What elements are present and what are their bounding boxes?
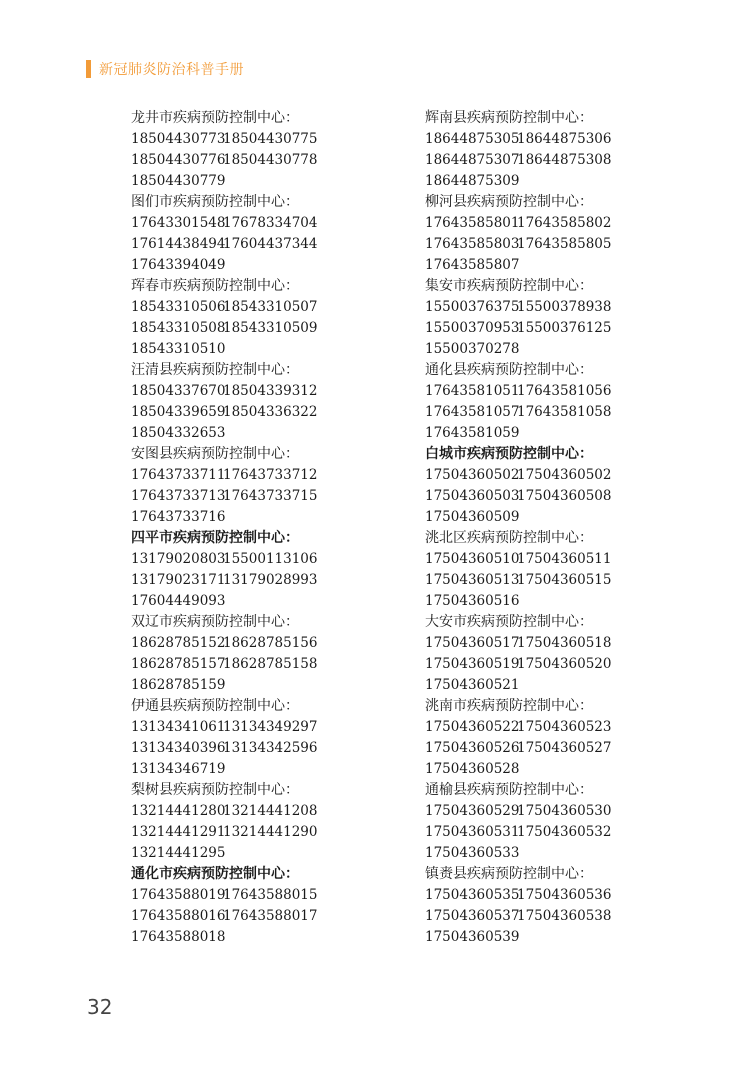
entry-title: 辉南县疾病预防控制中心： [425,110,593,126]
phone-row [131,402,318,423]
phone-number: 17614438494 [131,236,226,252]
cdc-entry [425,528,612,612]
phone-number: 17643733715 [223,488,318,504]
phone-number: 15500376125 [517,320,612,336]
phone-number: 17643588018 [131,929,226,945]
phone-number: 17643581051 [425,383,520,399]
phone-row [131,234,318,255]
phone-number: 17504360538 [517,908,612,924]
phone-number: 17678334704 [223,215,318,231]
cdc-entry [131,360,318,444]
page-number: 32 [87,995,113,1019]
phone-row [131,507,315,528]
phone-row [425,129,612,150]
phone-row [425,675,609,696]
phone-row [131,717,318,738]
phone-row [131,339,315,360]
phone-row [425,150,612,171]
phone-row [425,486,612,507]
cdc-entry [425,612,612,696]
phone-number: 17643581056 [517,383,612,399]
phone-row [131,570,318,591]
cdc-entry [425,360,612,444]
phone-number: 17643588019 [131,887,226,903]
phone-row [425,255,609,276]
phone-number: 18504430778 [223,152,318,168]
phone-number: 13134341061 [131,719,226,735]
left-column [131,108,318,948]
entry-title: 安图县疾病预防控制中心： [131,446,299,462]
phone-row [425,507,609,528]
phone-number: 18543310508 [131,320,226,336]
phone-row [131,906,318,927]
phone-number: 17643733712 [223,467,318,483]
phone-row [131,738,318,759]
phone-number: 18504339312 [223,383,318,399]
phone-row [425,654,612,675]
phone-number: 18644875306 [517,131,612,147]
phone-number: 17643733716 [131,509,226,525]
phone-number: 17504360502 [425,467,520,483]
entry-title: 大安市疾病预防控制中心： [425,614,593,630]
phone-row [425,633,612,654]
entry-title: 双辽市疾病预防控制中心： [131,614,299,630]
phone-number: 17643585803 [425,236,520,252]
header-accent-bar [86,60,91,78]
phone-number: 13134349297 [223,719,318,735]
phone-number: 17604449093 [131,593,226,609]
phone-number: 18644875305 [425,131,520,147]
phone-number: 17504360516 [425,593,520,609]
phone-number: 17504360509 [425,509,520,525]
phone-number: 18504430776 [131,152,226,168]
phone-row [131,801,318,822]
phone-number: 17504360533 [425,845,520,861]
phone-number: 17504360518 [517,635,612,651]
phone-number: 15500376375 [425,299,520,315]
phone-number: 17504360531 [425,824,520,840]
phone-number: 17643585801 [425,215,520,231]
phone-number: 13134346719 [131,761,226,777]
phone-row [131,759,315,780]
phone-number: 17643585805 [517,236,612,252]
phone-row [425,591,609,612]
phone-number: 17504360513 [425,572,520,588]
phone-row [425,423,609,444]
entry-title: 镇赉县疾病预防控制中心： [425,866,593,882]
phone-row [131,423,315,444]
phone-number: 13214441208 [223,803,318,819]
phone-row [425,213,612,234]
entry-title: 通榆县疾病预防控制中心： [425,782,593,798]
phone-number: 13134340396 [131,740,226,756]
entry-title: 洮南市疾病预防控制中心： [425,698,593,714]
phone-row [131,927,315,948]
cdc-entry [131,108,318,192]
phone-row [425,822,612,843]
phone-number: 18644875307 [425,152,520,168]
phone-number: 18628785152 [131,635,226,651]
phone-number: 17504360529 [425,803,520,819]
phone-row [425,381,612,402]
phone-number: 15500113106 [223,551,318,567]
phone-number: 18504336322 [223,404,318,420]
phone-number: 18628785158 [223,656,318,672]
phone-number: 17504360515 [517,572,612,588]
phone-number: 18644875309 [425,173,520,189]
phone-row [131,591,315,612]
entry-title: 珲春市疾病预防控制中心： [131,278,299,294]
phone-number: 17504360532 [517,824,612,840]
phone-row [425,570,612,591]
entry-title: 四平市疾病预防控制中心： [131,530,299,546]
phone-number: 17643581059 [425,425,520,441]
phone-row [131,150,318,171]
phone-number: 18628785157 [131,656,226,672]
cdc-entry [425,276,612,360]
cdc-entry [425,444,612,528]
cdc-entry [425,192,612,276]
phone-row [131,465,318,486]
entry-title: 白城市疾病预防控制中心： [425,446,593,462]
phone-number: 18543310506 [131,299,226,315]
cdc-entry [131,192,318,276]
phone-number: 18504430773 [131,131,226,147]
cdc-entry [425,108,612,192]
phone-number: 17643733713 [131,488,226,504]
phone-number: 13214441291 [131,824,226,840]
phone-number: 18504430779 [131,173,226,189]
phone-number: 17643394049 [131,257,226,273]
phone-number: 15500370278 [425,341,520,357]
phone-number: 13134342596 [223,740,318,756]
phone-row [425,906,612,927]
phone-number: 17504360523 [517,719,612,735]
phone-number: 17504360530 [517,803,612,819]
right-column [425,108,612,948]
phone-number: 17643581057 [425,404,520,420]
phone-number: 17504360536 [517,887,612,903]
phone-number: 15500378938 [517,299,612,315]
phone-number: 13214441295 [131,845,226,861]
phone-number: 17643301548 [131,215,226,231]
phone-number: 17504360517 [425,635,520,651]
phone-number: 18628785156 [223,635,318,651]
phone-row [131,822,318,843]
phone-number: 13214441280 [131,803,226,819]
cdc-entry [131,276,318,360]
phone-row [131,675,315,696]
phone-number: 17643585807 [425,257,520,273]
entry-title: 汪清县疾病预防控制中心： [131,362,299,378]
entry-title: 梨树县疾病预防控制中心： [131,782,299,798]
phone-number: 17504360521 [425,677,520,693]
phone-number: 17504360519 [425,656,520,672]
phone-row [425,885,612,906]
phone-row [425,717,612,738]
phone-number: 17504360508 [517,488,612,504]
phone-number: 18504332653 [131,425,226,441]
phone-row [425,402,612,423]
phone-number: 13179028993 [223,572,318,588]
phone-number: 17504360526 [425,740,520,756]
phone-number: 17643588017 [223,908,318,924]
phone-row [131,843,315,864]
phone-number: 17504360522 [425,719,520,735]
phone-number: 17504360503 [425,488,520,504]
phone-number: 17504360539 [425,929,520,945]
phone-row [131,129,318,150]
cdc-entry [131,696,318,780]
phone-number: 17643588016 [131,908,226,924]
header-title: 新冠肺炎防治科普手册 [99,62,244,78]
phone-number: 17504360527 [517,740,612,756]
entry-title: 柳河县疾病预防控制中心： [425,194,593,210]
phone-number: 18644875308 [517,152,612,168]
phone-row [425,801,612,822]
entry-title: 集安市疾病预防控制中心： [425,278,593,294]
phone-number: 13179020803 [131,551,226,567]
phone-number: 17504360510 [425,551,520,567]
cdc-entry [425,696,612,780]
phone-row [131,654,318,675]
phone-number: 18628785159 [131,677,226,693]
phone-row [425,234,612,255]
phone-number: 17643581058 [517,404,612,420]
entry-title: 通化市疾病预防控制中心： [131,866,299,882]
phone-number: 18543310507 [223,299,318,315]
cdc-entry [425,864,612,948]
phone-number: 18504430775 [223,131,318,147]
entry-title: 洮北区疾病预防控制中心： [425,530,593,546]
phone-row [425,738,612,759]
phone-row [425,171,609,192]
phone-number: 17504360520 [517,656,612,672]
phone-row [425,465,612,486]
phone-row [131,318,318,339]
phone-row [425,759,609,780]
phone-row [131,381,318,402]
phone-number: 17504360528 [425,761,520,777]
phone-row [425,318,612,339]
cdc-entry [131,444,318,528]
page-header [86,59,244,79]
phone-number: 17504360511 [517,551,612,567]
cdc-entry [425,780,612,864]
phone-number: 17643588015 [223,887,318,903]
phone-number: 17504360537 [425,908,520,924]
cdc-entry [131,780,318,864]
phone-row [131,549,318,570]
phone-number: 15500370953 [425,320,520,336]
phone-row [425,339,609,360]
phone-number: 13179023171 [131,572,226,588]
phone-row [131,213,318,234]
phone-number: 18504337670 [131,383,226,399]
cdc-entry [131,864,318,948]
phone-row [425,927,609,948]
phone-row [425,297,612,318]
entry-title: 图们市疾病预防控制中心： [131,194,299,210]
phone-row [131,633,318,654]
entry-title: 伊通县疾病预防控制中心： [131,698,299,714]
phone-number: 17643585802 [517,215,612,231]
phone-row [131,255,315,276]
cdc-entry [131,528,318,612]
phone-number: 17604437344 [223,236,318,252]
phone-number: 13214441290 [223,824,318,840]
phone-row [131,885,318,906]
phone-row [131,486,318,507]
phone-row [131,171,315,192]
entry-title: 龙井市疾病预防控制中心： [131,110,299,126]
cdc-entry [131,612,318,696]
phone-number: 18543310510 [131,341,226,357]
phone-row [425,843,609,864]
entry-title: 通化县疾病预防控制中心： [425,362,593,378]
phone-number: 17504360502 [517,467,612,483]
phone-number: 17504360535 [425,887,520,903]
phone-number: 18543310509 [223,320,318,336]
phone-row [131,297,318,318]
phone-number: 18504339659 [131,404,226,420]
phone-number: 17643733711 [131,467,226,483]
phone-row [425,549,612,570]
